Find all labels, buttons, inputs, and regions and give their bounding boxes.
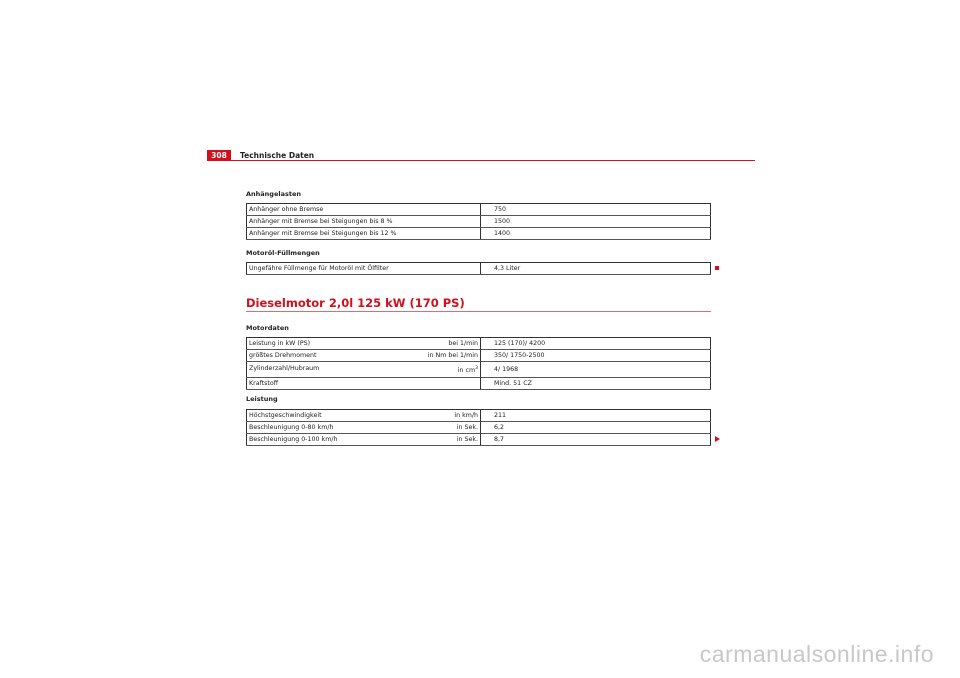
table-row	[247, 263, 711, 275]
section-heading-leistung: Leistung	[246, 395, 278, 403]
row-value: 6,2	[481, 422, 711, 434]
table-row	[247, 434, 711, 446]
row-label: Beschleunigung 0-100 km/h	[249, 436, 338, 443]
row-value: 125 (170)/ 4200	[481, 338, 711, 350]
row-label: Leistung in kW (PS)	[249, 340, 311, 347]
table-motoroel	[246, 262, 711, 275]
engine-title-rule	[246, 311, 711, 312]
engine-title: Dieselmotor 2,0l 125 kW (170 PS)	[246, 296, 465, 310]
table-row	[247, 422, 711, 434]
row-value: 4,3 Liter	[481, 263, 711, 275]
row-value: 4/ 1968	[481, 362, 711, 378]
table-row	[247, 350, 711, 362]
table-row	[247, 378, 711, 390]
row-unit: in Sek.	[456, 436, 478, 443]
row-label: Anhänger mit Bremse bei Steigungen bis 12 %	[249, 230, 397, 237]
table-row	[247, 362, 711, 378]
section-heading-motordaten: Motordaten	[246, 324, 289, 332]
row-unit: in Sek.	[456, 424, 478, 431]
section-heading-motoroel: Motoröl-Füllmengen	[246, 249, 320, 257]
row-label: Beschleunigung 0-80 km/h	[249, 424, 334, 431]
continue-arrow-icon	[715, 436, 720, 442]
row-label: Anhänger ohne Bremse	[249, 206, 324, 213]
header-title: Technische Daten	[240, 151, 315, 160]
row-label: Höchstgeschwindigkeit	[249, 412, 322, 419]
table-leistung	[246, 409, 711, 446]
table-anhaengelasten	[246, 203, 711, 240]
page-header	[207, 150, 755, 162]
table-motordaten	[246, 337, 711, 390]
row-value: 1400	[481, 228, 711, 240]
row-value: Mind. 51 CZ	[481, 378, 711, 390]
row-value: 750	[481, 204, 711, 216]
row-label: größtes Drehmoment	[249, 352, 317, 359]
row-label: Anhänger mit Bremse bei Steigungen bis 8 %	[249, 218, 393, 225]
table-row	[247, 338, 711, 350]
row-unit: in km/h	[454, 412, 478, 419]
row-value: 1500	[481, 216, 711, 228]
unit-superscript: 3	[475, 365, 478, 371]
row-label: Ungefähre Füllmenge für Motoröl mit Ölfilter	[249, 265, 389, 272]
header-rule	[231, 160, 755, 161]
row-value: 211	[481, 410, 711, 422]
row-label: Zylinderzahl/Hubraum	[249, 364, 320, 372]
row-unit: in $cm^3$	[457, 365, 478, 375]
page-number: 308	[207, 150, 231, 161]
row-value: 350/ 1750-2500	[481, 350, 711, 362]
section-end-marker	[715, 266, 719, 270]
section-heading-anhaengelasten: Anhängelasten	[246, 190, 301, 198]
table-row	[247, 410, 711, 422]
table-row	[247, 228, 711, 240]
row-value: 8,7	[481, 434, 711, 446]
row-unit: bei 1/min	[448, 340, 478, 347]
watermark: carmanualsonline.info	[699, 641, 934, 667]
table-row	[247, 204, 711, 216]
table-row	[247, 216, 711, 228]
row-label: Kraftstoff	[249, 380, 279, 387]
row-unit: in Nm bei 1/min	[427, 352, 478, 359]
